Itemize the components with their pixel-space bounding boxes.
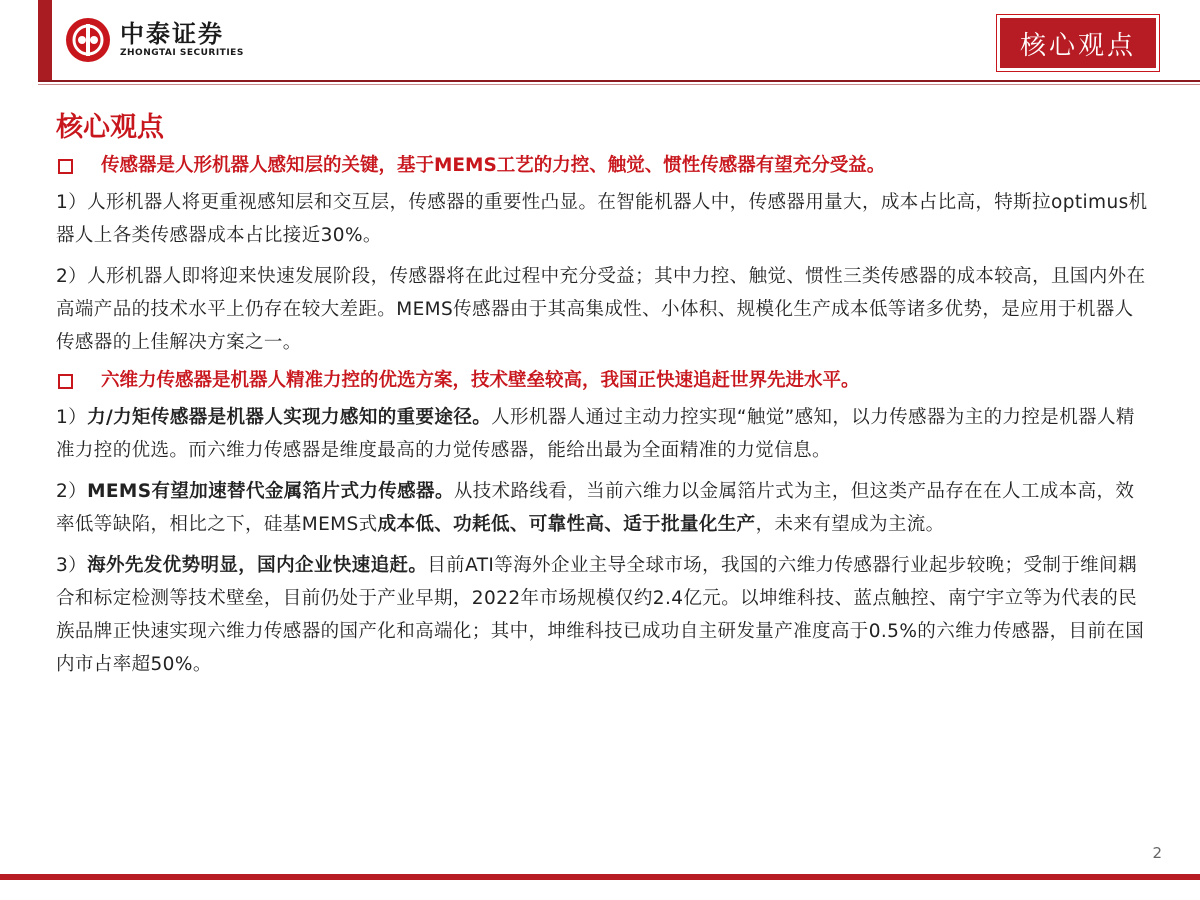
square-bullet-icon xyxy=(58,159,73,174)
section-tag-label: 核心观点 xyxy=(1000,18,1156,68)
page-number: 2 xyxy=(1152,844,1162,862)
paragraph-5-highlight: 海外先发优势明显，国内企业快速追赶。 xyxy=(87,555,428,576)
paragraph-1: 1）人形机器人将更重视感知层和交互层，传感器的重要性凸显。在智能机器人中，传感器用量大，成本占比高，特斯拉optimus机器人上各类传感器成本占比接近30%。 xyxy=(56,192,1148,246)
paragraph-3-highlight: 力/力矩传感器是机器人实现力感知的重要途径。 xyxy=(87,407,492,428)
paragraph-4-body: 从技术路线看，当前六维力以金属箔片式为主，但这类产品存在在人工成本高，效率低等缺陷，相比之下，硅基MEMS式 xyxy=(56,481,1135,535)
paragraph-2: 2）人形机器人即将迎来快速发展阶段，传感器将在此过程中充分受益；其中力控、触觉、惯性三类传感器的成本较高，且国内外在高端产品的技术水平上仍存在较大差距。MEMS传感器由于其高集成性、小体积、规模化生产成本低等诸多优势，是应用于机器人传感器的上佳解决方案之一。 xyxy=(56,266,1146,353)
logo-mark-icon xyxy=(66,18,110,62)
paragraph-3-prefix: 1） xyxy=(56,407,88,428)
header-divider-thin xyxy=(38,84,1200,85)
key-point-1 xyxy=(56,152,1148,180)
logo-name-en: ZHONGTAI SECURITIES xyxy=(120,48,244,58)
slide-content xyxy=(56,110,1148,689)
header-divider xyxy=(38,80,1200,82)
page-title: 核心观点 xyxy=(56,112,164,143)
paragraph-3 xyxy=(56,401,1148,467)
paragraph-5-prefix: 3） xyxy=(56,555,88,576)
footer-bar xyxy=(0,874,1200,880)
section-tag xyxy=(996,14,1160,72)
key-point-2-text: 六维力传感器是机器人精准力控的优选方案，技术壁垒较高，我国正快速追赶世界先进水平。 xyxy=(101,370,860,391)
paragraph-5 xyxy=(56,549,1148,681)
paragraph-4-highlight: MEMS有望加速替代金属箔片式力传感器。 xyxy=(87,481,454,502)
paragraph-4 xyxy=(56,475,1148,541)
paragraph-4-prefix: 2） xyxy=(56,481,88,502)
square-bullet-icon xyxy=(58,374,73,389)
key-point-2 xyxy=(56,367,1148,395)
company-logo xyxy=(66,18,244,62)
paragraph-5-body: 目前ATI等海外企业主导全球市场，我国的六维力传感器行业起步较晚；受制于维间耦合和标定检测等技术壁垒，目前仍处于产业早期，2022年市场规模仅约2.4亿元。以坤维科技、蓝点触控、南宁宇立等为代表的民族品牌正快速实现六维力传感器的国产化和高端化；其中，坤维科技已成功自主研发量产准度高于0.5%的六维力传感器，目前在国内市占率超50%。 xyxy=(56,555,1145,675)
paragraph-3-body: 人形机器人通过主动力控实现“触觉”感知，以力传感器为主的力控是机器人精准力控的优选。而六维力传感器是维度最高的力觉传感器，能给出最为全面精准的力觉信息。 xyxy=(56,407,1135,461)
paragraph-4-highlight-2: 成本低、功耗低、可靠性高、适于批量化生产 xyxy=(377,514,756,535)
key-point-1-text: 传感器是人形机器人感知层的关键，基于MEMS工艺的力控、触觉、惯性传感器有望充分受益。 xyxy=(101,155,886,176)
logo-name-cn: 中泰证券 xyxy=(120,20,224,48)
header-accent-bar xyxy=(38,0,52,82)
paragraph-4-end: ，未来有望成为主流。 xyxy=(755,514,945,535)
